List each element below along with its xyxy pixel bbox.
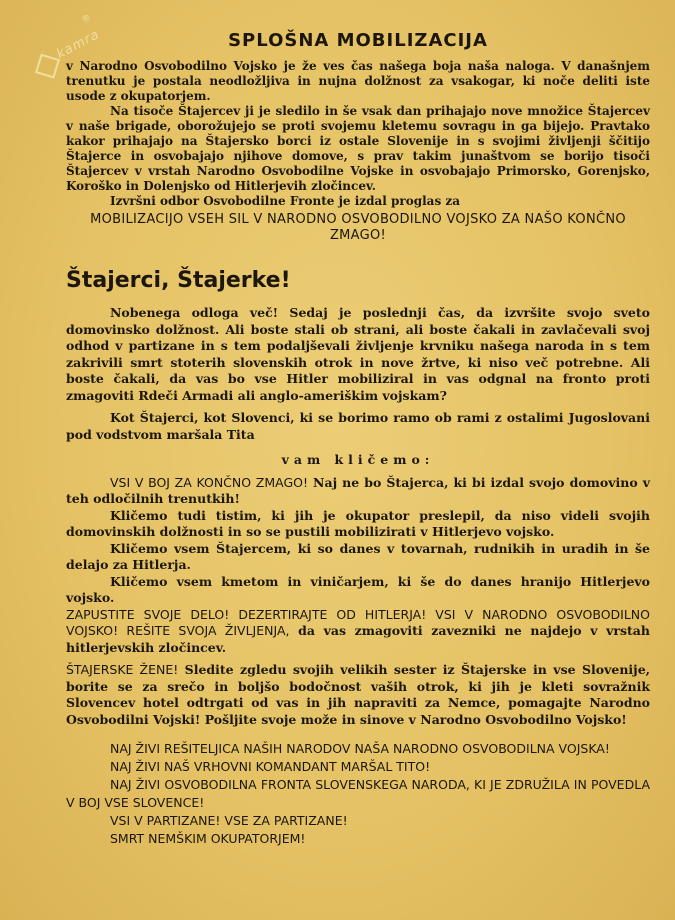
mobilization-line: MOBILIZACIJO VSEH SIL V NARODNO OSVOBODILNO VOJSKO ZA NAŠO KONČNO ZMAGO! [90,212,626,243]
women-caps: ŠTAJERSKE ŽENE! [66,662,179,677]
leaflet-body [66,30,650,848]
call-5-caps: ZAPUSTITE SVOJE DELO! DEZERTIRAJTE OD HITLERJA! VSI V NARODNO OSVOBODILNO VOJSKO! REŠITE SVOJA ŽIVLJENJA, [66,606,650,638]
slogan-1: NAJ ŽIVI REŠITELJICA NAŠIH NARODOV NAŠA NARODNO OSVOBODILNA VOJSKA! [110,741,610,756]
appeal-section [66,305,650,728]
registered-mark: ® [80,12,93,26]
call-paragraph-5 [66,607,650,657]
call-paragraph-1 [66,475,650,508]
slogan-5: SMRT NEMŠKIM OKUPATORJEM! [110,831,306,846]
call-paragraph-2: Kličemo tudi tistim, ki jih je okupator preslepil, da niso videli svojih domovinskih dolžnosti in so se pustili mobilizirati v Hitlerjevo vojsko. [66,507,650,539]
watermark-text: kamra [54,27,103,63]
call-paragraph-4: Kličemo vsem kmetom in viničarjem, ki še do danes hranijo Hitlerjevo vojsko. [66,573,650,605]
slogans-list [66,740,650,848]
call-5-rest: da vas zmagoviti zavezniki ne najdejo v vrstah hitlerjevskih zločincev. [66,623,650,655]
women-rest: Sledite zgledu svojih velikih sester iz Štajerske in vse Slovenije, borite se za srečo in boljšo bodočnost vaših otrok, ki jih je kleti sovražnik Slovencev hotel odtrgati od vas in jih napraviti za Nemce, pomagajte Narodno Osvobodilni Vojski! Pošljite svoje može in sinove v Narodno Osvobodilno Vojsko! [66,662,650,727]
women-paragraph [66,662,650,728]
intro-paragraph-3: Izvršni odbor Osvobodilne Fronte je izdal proglas za [110,194,460,208]
section-heading: Štajerci, Štajerke! [66,268,291,293]
appeal-paragraph-2: Kot Štajerci, kot Slovenci, ki se borimo ramo ob rami z ostalimi Jugoslovani pod vodstvom maršala Tita [66,410,650,442]
call-paragraph-3: Kličemo vsem Štajercem, ki so danes v tovarnah, rudnikih in uradih in še delajo za Hitlerja. [66,540,650,572]
slogan-4: VSI V PARTIZANE! VSE ZA PARTIZANE! [110,813,348,828]
intro-paragraph-2: Na tisoče Štajercev ji je sledilo in še vsak dan prihajajo nove množice Štajercev v naše brigade, oborožujejo se proti svojemu kletemu sovragu in ga bijejo. Pravtako kakor prihajajo na Štajersko borci iz ostale Slovenije in s svojimi življenji ščitijo Štajerce in osvobajajo njihove domove, s prav takim junaštvom se borijo tisoči Štajercev v vrstah Narodno Osvobodilne Vojske in osvobajajo Primorsko, Gorenjsko, Koroško in Dolenjsko od Hitlerjevih zločincev. [66,104,650,193]
slogan-2: NAJ ŽIVI NAŠ VRHOVNI KOMANDANT MARŠAL TITO! [110,759,431,774]
call-line: vam kličemo: [281,452,435,467]
slogan-3: NAJ ŽIVI OSVOBODILNA FRONTA SLOVENSKEGA NARODA, KI JE ZDRUŽILA IN POVEDLA V BOJ VSE SLOVENCE! [66,777,650,810]
call-1-rest: Naj ne bo Štajerca, ki bi izdal svojo domovino v teh odločilnih trenutkih! [66,474,650,506]
intro-paragraph-1: v Narodno Osvobodilno Vojsko je že ves čas našega boja naša naloga. V današnjem trenutku je postala neodložljiva in nujna dolžnost za vsakogar, ki noče deliti iste usode z okupatorjem. [66,59,650,103]
call-1-caps: VSI V BOJ ZA KONČNO ZMAGO! [110,474,308,490]
appeal-paragraph-1: Nobenega odloga več! Sedaj je poslednji čas, da izvršite svojo sveto domovinsko dolžnost. Ali boste stali ob strani, ali boste čakali in zavlačevali svoj odhod v partizane in s tem podaljševali življenje krvniku našega naroda in s tem zakrivili smrt stoterih slovenskih otrok in nove žrtve, ki niso več potrebne. Ali boste čakali, da vas bo vse Hitler mobiliziral in vas odgnal na fronto proti zmagoviti Rdeči Armadi ali anglo-ameriškim vojskam? [66,305,650,403]
page-title: SPLOŠNA MOBILIZACIJA [228,30,488,51]
